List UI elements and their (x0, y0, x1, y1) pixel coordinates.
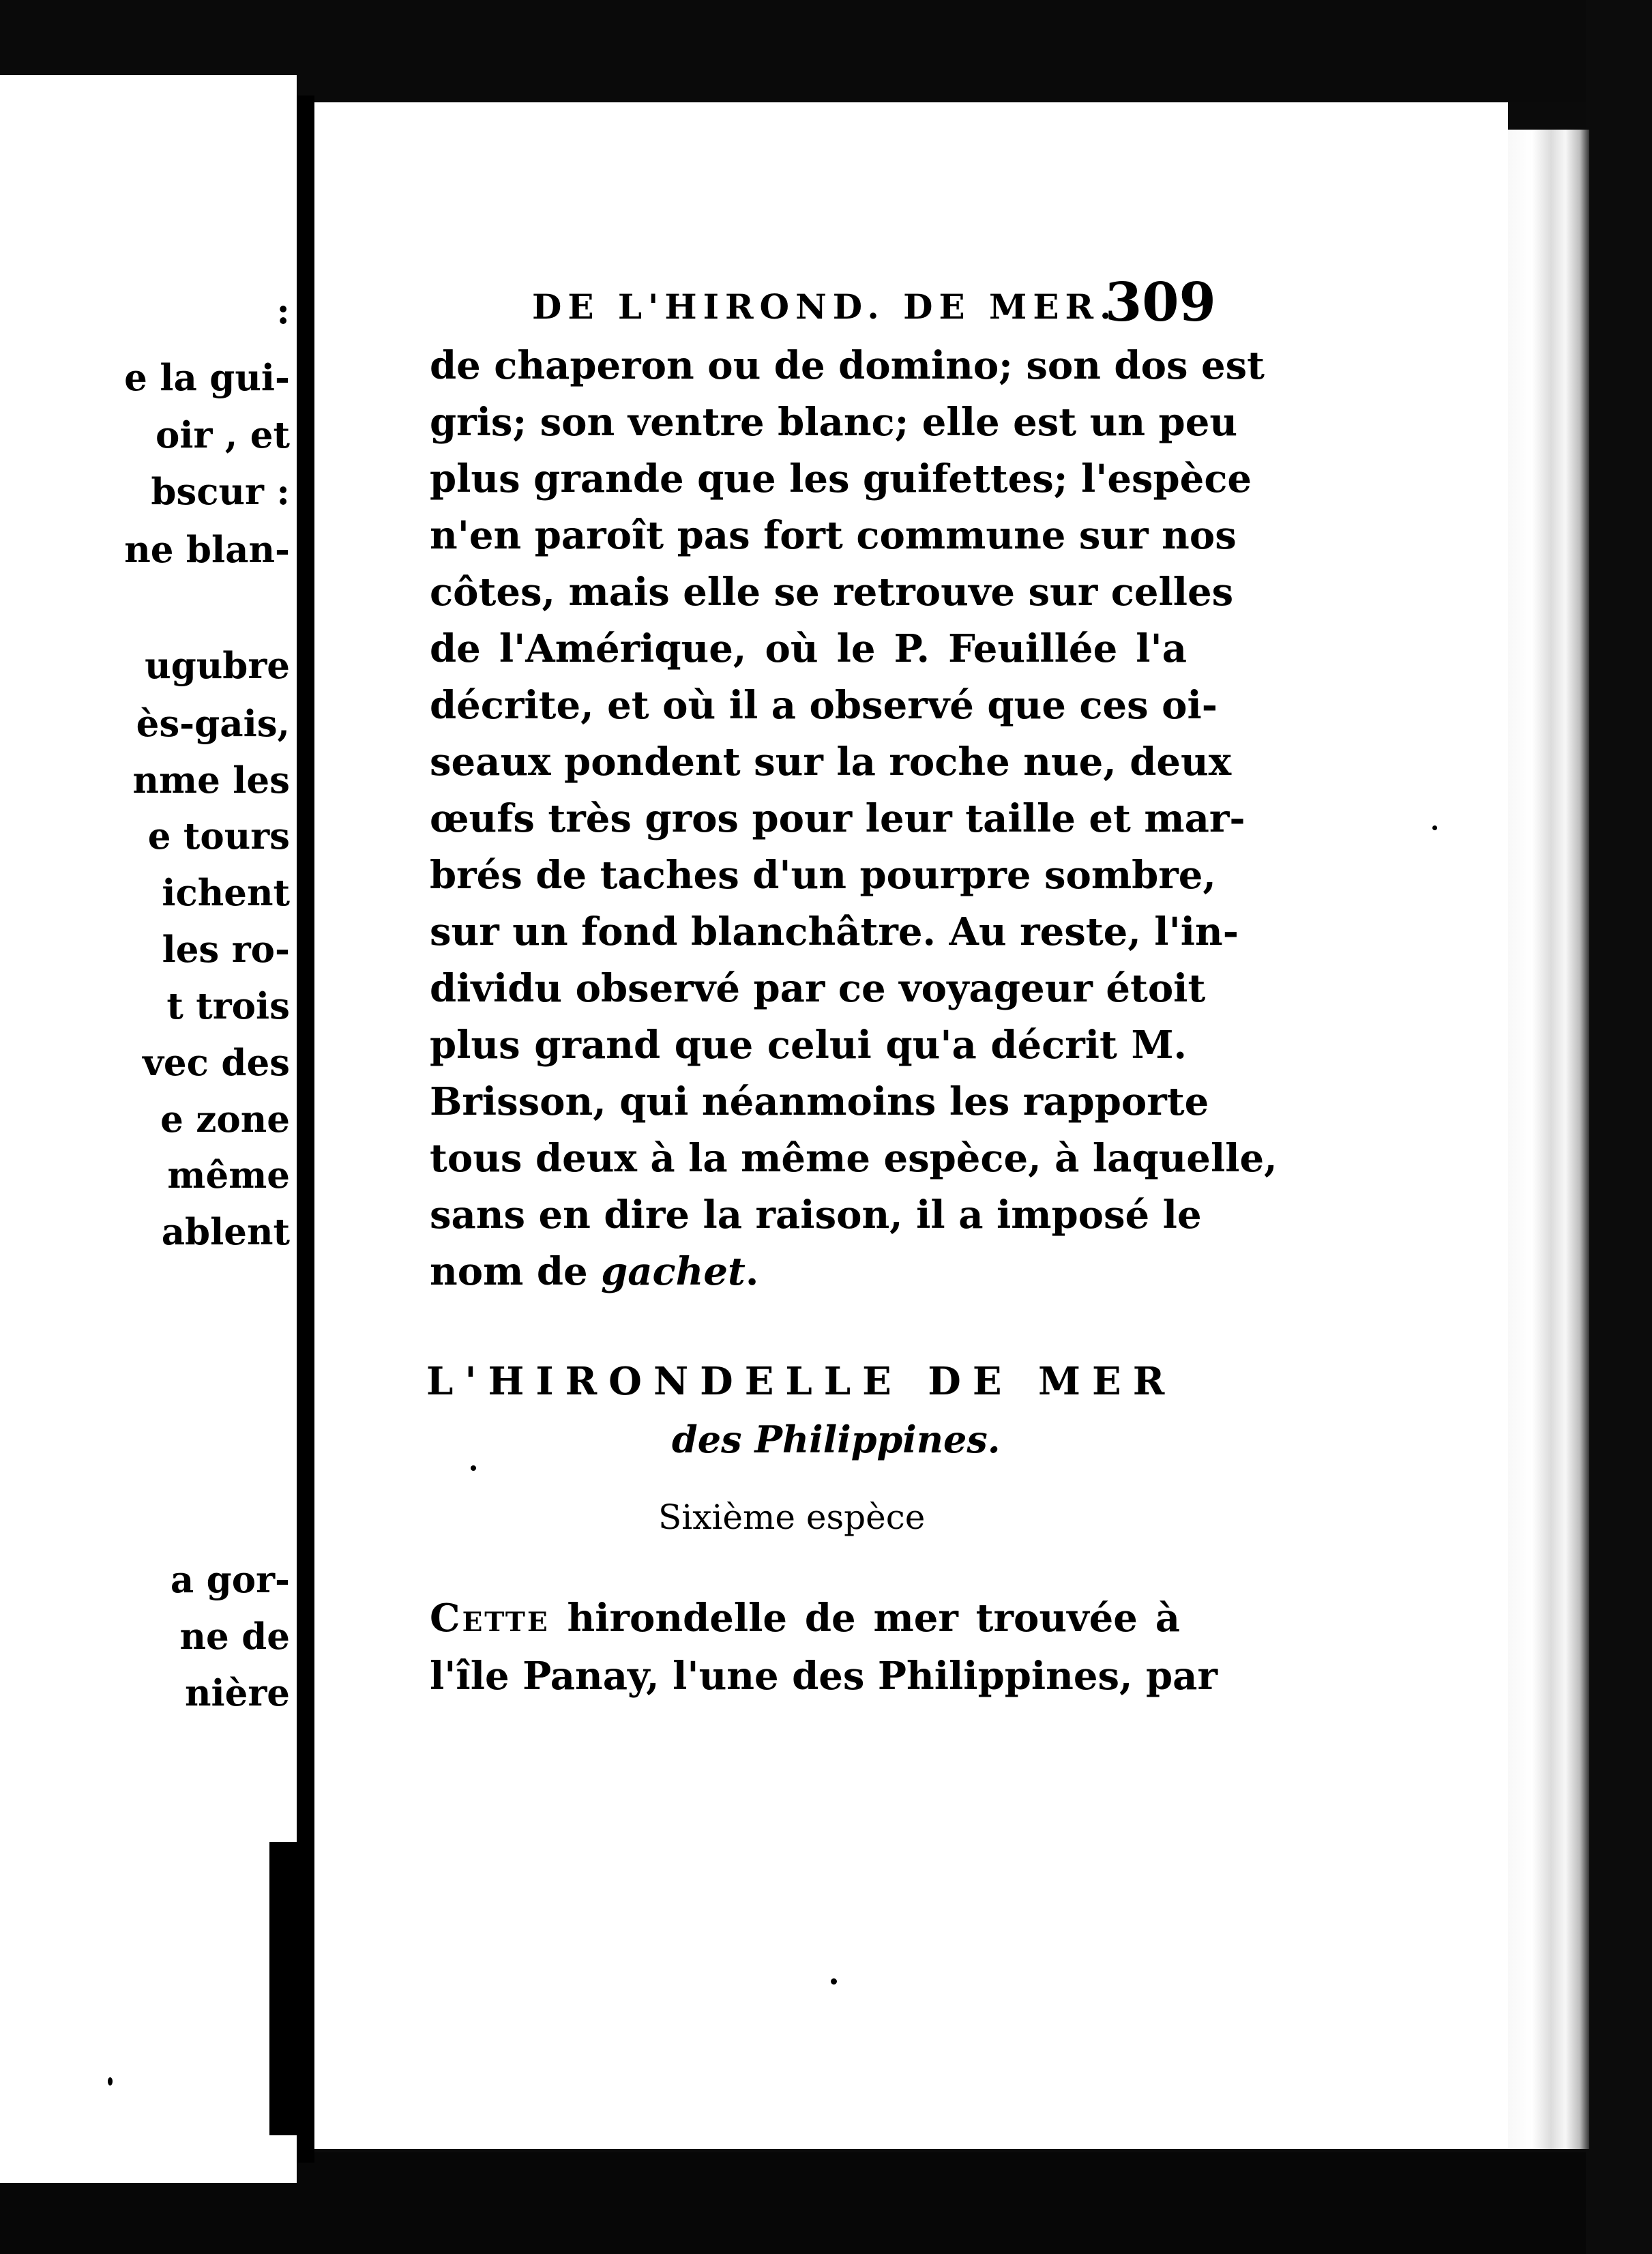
paragraph-line (430, 1590, 1180, 1648)
body-line: décrite, et où il a observé que ces oi- (430, 683, 1218, 728)
body-paragraph (430, 338, 1278, 1300)
body-line: tous deux à la même espèce, à laquelle, (430, 1136, 1278, 1181)
body-line (430, 1244, 1187, 1300)
left-page-line: nme les (132, 759, 290, 802)
left-page-line: ès-gais, (136, 703, 290, 745)
body-line: n'en paroît pas fort commune sur nos (430, 513, 1237, 558)
dust-speck (831, 1978, 837, 1985)
dust-speck (1432, 825, 1437, 830)
left-page-line: oir , et (156, 414, 290, 456)
left-page-line: t trois (166, 985, 290, 1027)
line-text: nom de (430, 1249, 602, 1294)
body-line: brés de taches d'un pourpre sombre, (430, 853, 1216, 898)
left-page-line: vec des (143, 1042, 290, 1084)
left-page-line: ne blan- (124, 529, 290, 571)
left-page-line: e zone (160, 1098, 290, 1141)
book-gutter (297, 96, 314, 2163)
body-line: sans en dire la raison, il a imposé le (430, 1192, 1202, 1238)
body-line: de chaperon ou de domino; son dos est (430, 343, 1265, 388)
left-page-line: bscur : (151, 471, 290, 513)
body-line: Brisson, qui néanmoins les rapporte (430, 1079, 1209, 1124)
drop-word: Cette (430, 1596, 550, 1641)
left-page-line: ichent (162, 872, 290, 914)
facing-page-left (0, 75, 297, 2183)
gutter-shadow (269, 1842, 297, 2135)
italic-term: gachet (601, 1249, 746, 1294)
page-number: 309 (1105, 272, 1216, 334)
left-page-line: : (276, 290, 290, 332)
section-title: L'HIRONDELLE DE MER (426, 1359, 1177, 1404)
body-line: sur un fond blanchâtre. Au reste, l'in- (430, 909, 1239, 954)
paragraph-line: l'île Panay, l'une des Philippines, par (430, 1654, 1218, 1699)
left-page-line: e tours (147, 815, 290, 858)
body-line: seaux pondent sur la roche nue, deux (430, 740, 1232, 785)
left-page-line: ne de (179, 1615, 290, 1658)
second-paragraph (430, 1590, 1218, 1706)
body-line: œufs très gros pour leur taille et mar- (430, 796, 1245, 841)
scan-border-right (1586, 0, 1652, 2254)
section-subtitle: des Philippines. (672, 1418, 1001, 1461)
left-page-line: nière (184, 1672, 290, 1714)
line-text: . (745, 1249, 759, 1294)
running-head: DE L'HIROND. DE MER. (532, 287, 1118, 327)
dust-speck (471, 1465, 476, 1471)
left-page-line: e la gui- (124, 357, 290, 399)
body-line: dividu observé par ce voyageur étoit (430, 966, 1206, 1011)
left-page-line: même (167, 1154, 290, 1197)
page-edge-stack (1494, 130, 1589, 2149)
left-page-line: les ro- (162, 928, 290, 971)
left-page-line: a gor- (170, 1559, 290, 1601)
body-line: de l'Amérique, où le P. Feuillée l'a (430, 626, 1187, 671)
left-page-line: ugubre (145, 645, 290, 687)
body-line: côtes, mais elle se retrouve sur celles (430, 570, 1234, 615)
species-heading: Sixième espèce (658, 1497, 926, 1537)
left-page-line: ablent (161, 1211, 290, 1253)
body-line: plus grande que les guifettes; l'espèce (430, 456, 1252, 501)
dust-speck (108, 2077, 113, 2085)
body-line: gris; son ventre blanc; elle est un peu (430, 400, 1238, 445)
line-text: hirondelle de mer trouvée à (549, 1596, 1180, 1641)
body-line: plus grand que celui qu'a décrit M. (430, 1023, 1187, 1068)
